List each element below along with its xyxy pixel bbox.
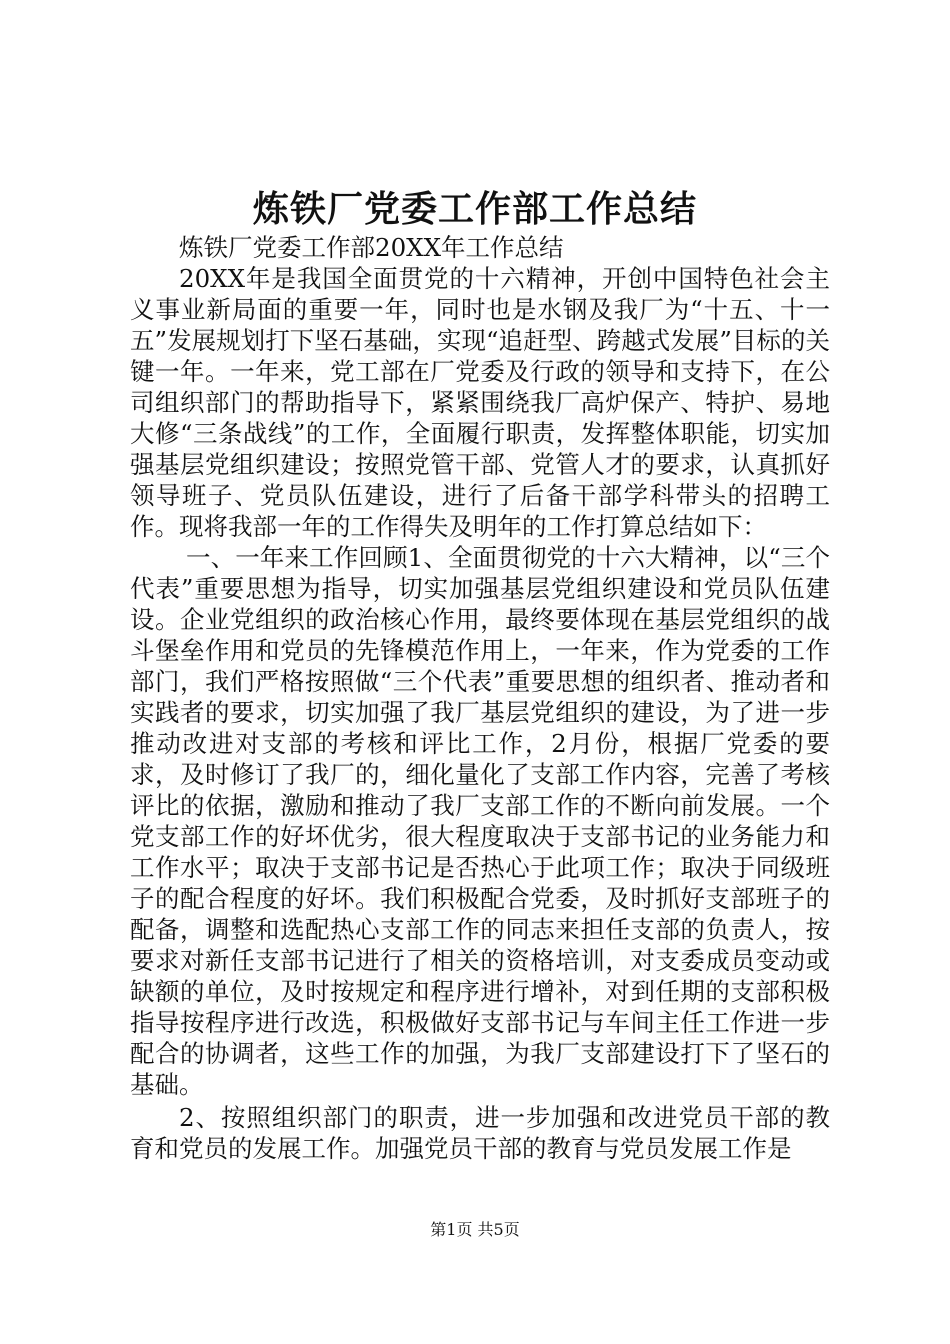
subtitle-paragraph: 炼铁厂党委工作部20XX年工作总结: [179, 233, 564, 262]
intro-paragraph: 20XX年是我国全面贯党的十六精神，开创中国特色社会主义事业新局面的重要一年，同时也是水钢及我厂为“十五、十一五”发展规划打下坚石基础，实现“追赶型、跨越式发展”目标的关键一年。一年来，党工部在厂党委及行政的领导和支持下，在公司组织部门的帮助指导下，紧紧围绕我厂高炉保产、特护、易地大修“三条战线”的工作，全面履行职责，发挥整体职能，切实加强基层党组织建设；按照党管干部、党管人才的要求，认真抓好领导班子、党员队伍建设，进行了后备干部学科带头的招聘工作。现将我部一年的工作得失及明年的工作打算总结如下：: [130, 264, 830, 541]
review-paragraph: 一、一年来工作回顾1、全面贯彻党的十六大精神，以“三个代表”重要思想为指导，切实加强基层党组织建设和党员队伍建设。企业党组织的政治核心作用，最终要体现在基层党组织的战斗堡垒作用和党员的先锋模范作用上，一年来，作为党委的工作部门，我们严格按照做“三个代表”重要思想的组织者、推动者和实践者的要求，切实加强了我厂基层党组织的建设，为了进一步推动改进对支部的考核和评比工作，2月份，根据厂党委的要求，及时修订了我厂的，细化量化了支部工作内容，完善了考核评比的依据，激励和推动了我厂支部工作的不断向前发展。一个党支部工作的好坏优劣，很大程度取决于支部书记的业务能力和工作水平；取决于支部书记是否热心于此项工作；取决于同级班子的配合程度的好坏。我们积极配合党委，及时抓好支部班子的配备，调整和选配热心支部工作的同志来担任支部的负责人，按要求对新任支部书记进行了相关的资格培训，对支委成员变动或缺额的单位，及时按规定和程序进行增补，对到任期的支部积极指导按程序进行改选，积极做好支部书记与车间主任工作进一步配合的协调者，这些工作的加强，为我厂支部建设打下了坚石的基础。: [130, 543, 830, 1099]
document-body: [130, 232, 830, 1164]
page-number-footer: 第1页 共5页: [430, 1220, 520, 1239]
document-title: 炼铁厂党委工作部工作总结: [252, 188, 697, 230]
education-paragraph: 2、按照组织部门的职责，进一步加强和改进党员干部的教育和党员的发展工作。加强党员干部的教育与党员发展工作是: [130, 1103, 830, 1163]
